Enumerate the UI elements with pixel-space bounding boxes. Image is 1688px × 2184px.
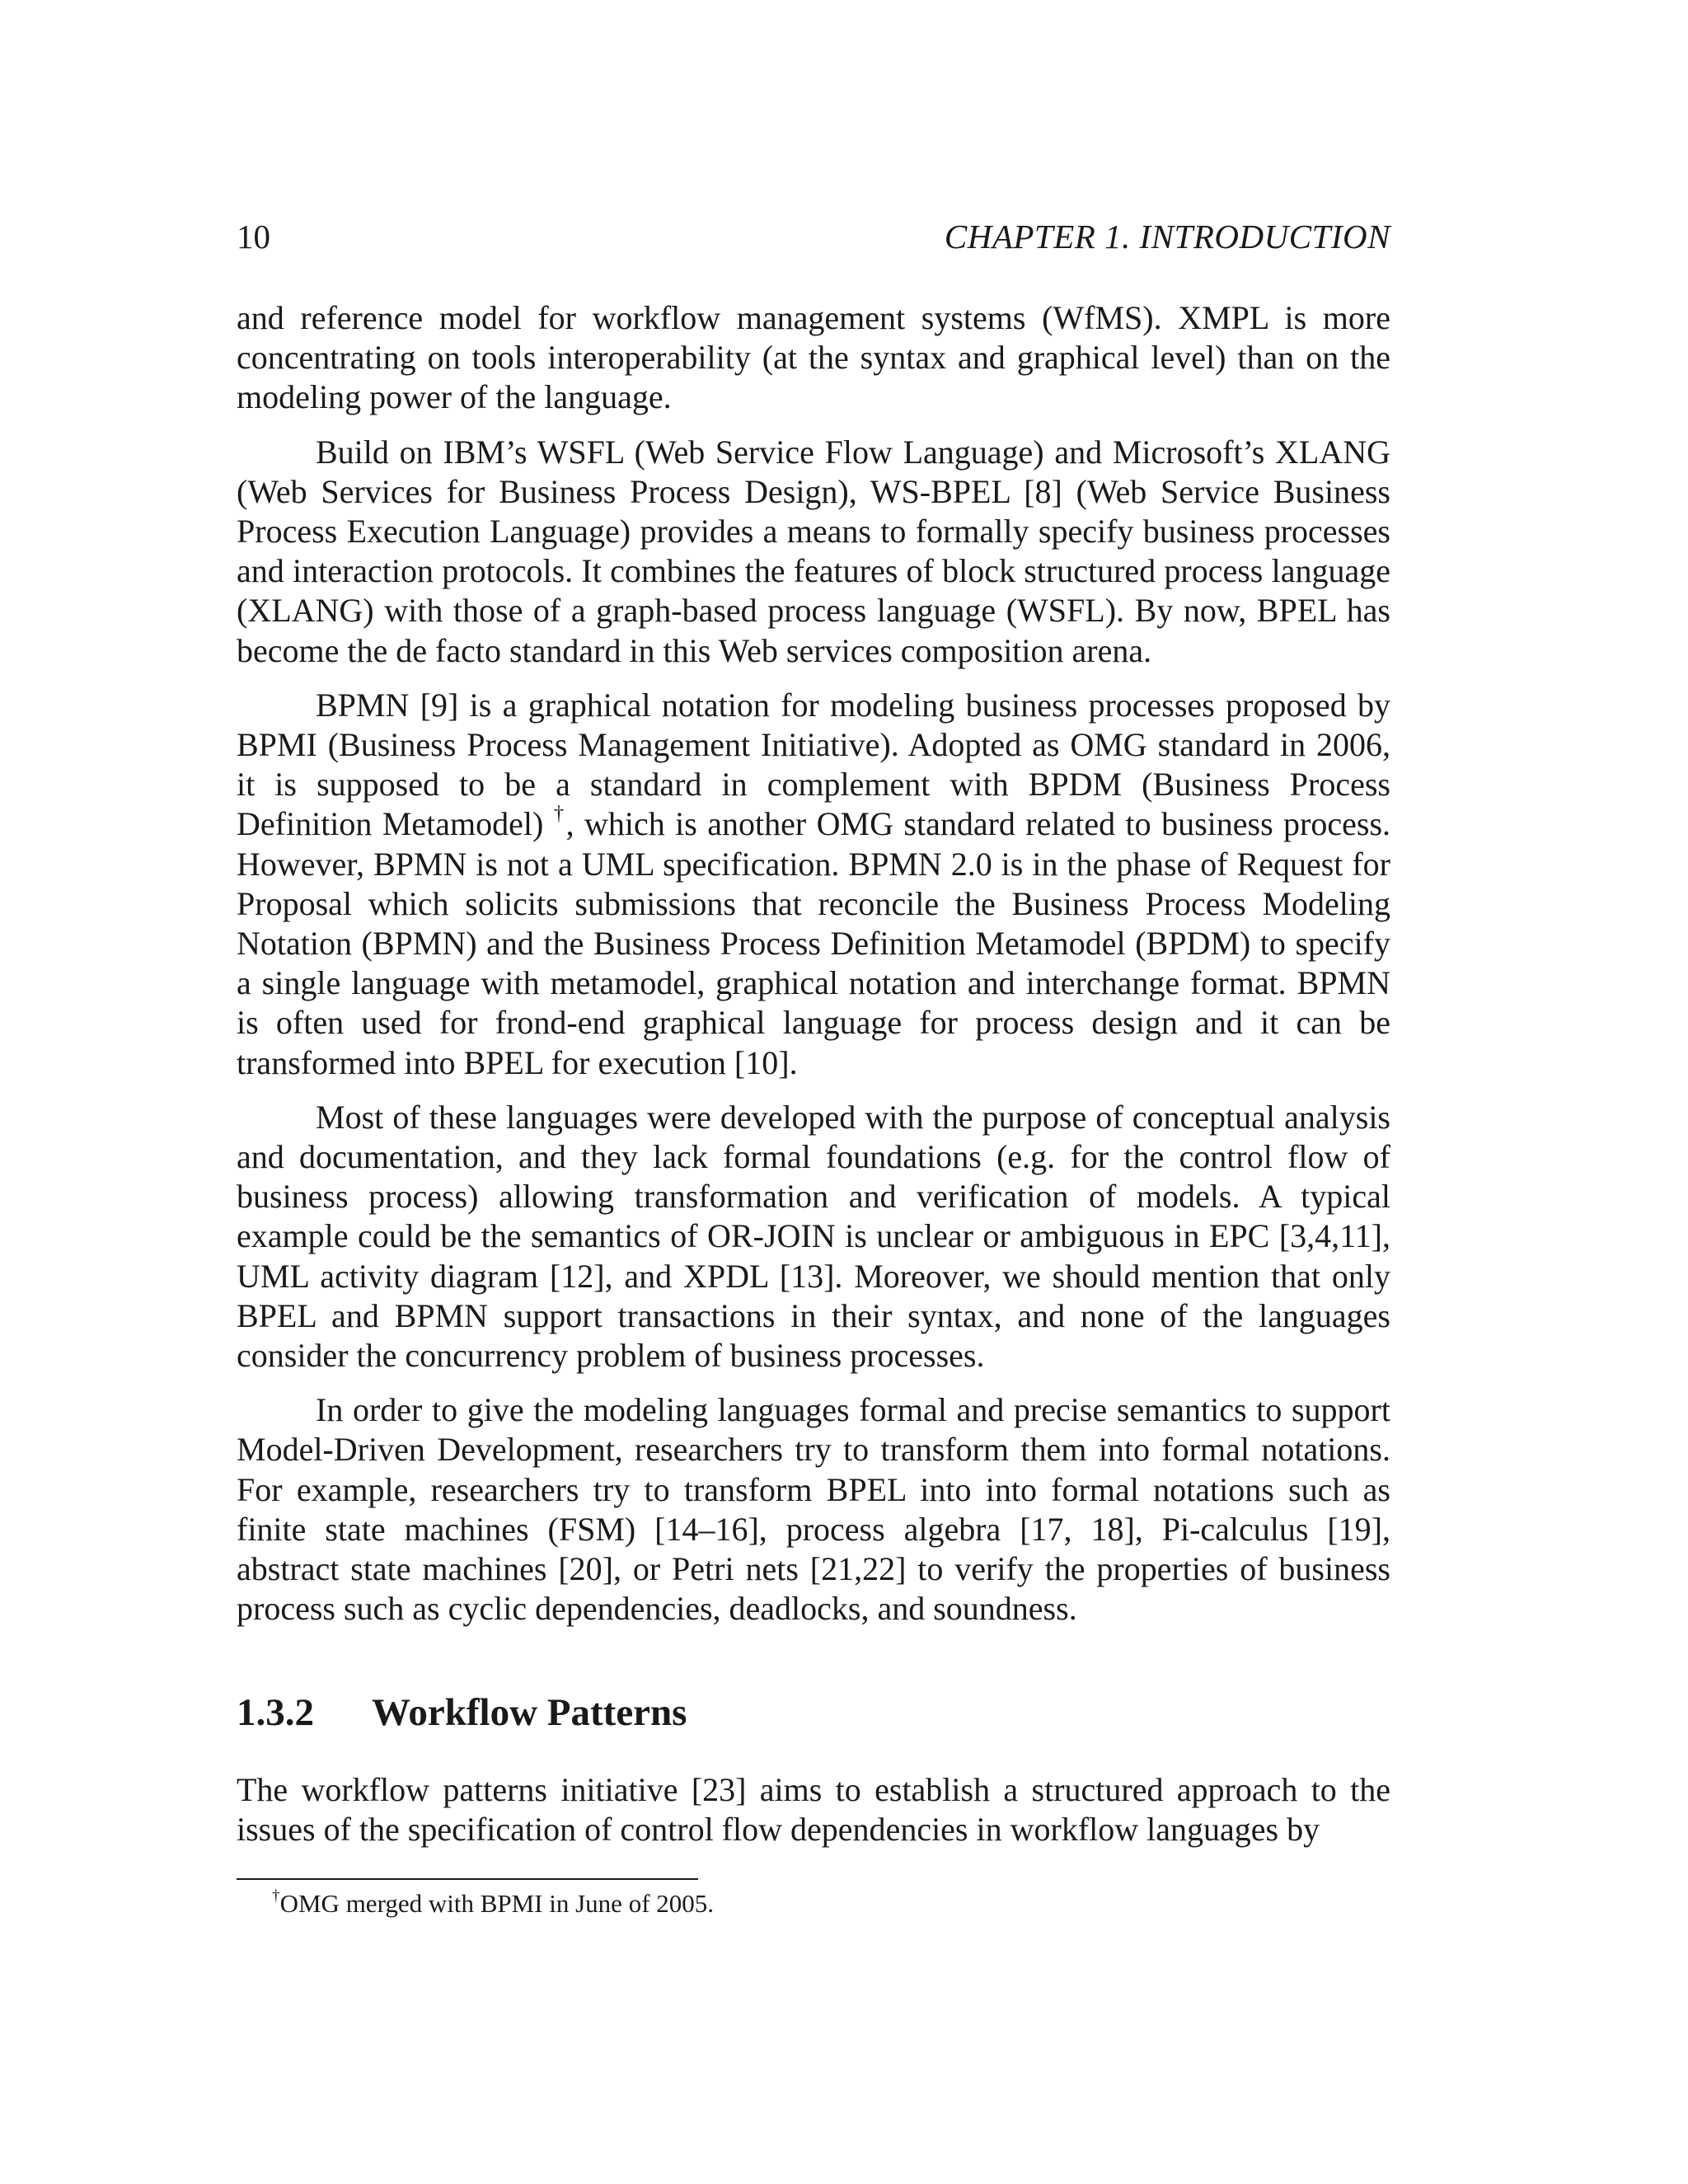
body-text [237, 298, 1390, 1644]
section-body [237, 1770, 1390, 1849]
paragraph-4: Most of these languages were developed with the purpose of conceptual analysis and documentation, and they lack formal foundations (e.g. for the control flow of business process) allowing transformation and verification of models. A typical example could be the semantics of OR-JOIN is unclear or ambiguous in EPC [3,4,11], UML activity diagram [12], and XPDL [13]. Moreover, we should mention that only BPEL and BPMN support transactions in their syntax, and none of the languages consider the concurrency problem of business processes. [237, 1098, 1390, 1375]
section-paragraph-1: The workflow patterns initiative [23] aims to establish a structured approach to the issues of the specification of control flow dependencies in workflow languages by [237, 1771, 1390, 1849]
section-heading [237, 1688, 1390, 1737]
paragraph-3 [237, 686, 1390, 1083]
paragraph-1: and reference model for workflow management systems (WfMS). XMPL is more concentrating on tools interoperability (at the syntax and graphical level) than on the modeling power of the language. [237, 299, 1390, 416]
footnote-divider [237, 1878, 698, 1880]
footnote-reference-mark[interactable]: † [553, 803, 566, 826]
section-number: 1.3.2 [237, 1691, 314, 1734]
paragraph-2: Build on IBM’s WSFL (Web Service Flow Language) and Microsoft’s XLANG (Web Services for Business Process Design), WS-BPEL [8] (Web Service Business Process Execution Language) provides a means to formally specify business processes and interaction protocols. It combines the features of block structured process language (XLANG) with those of a graph-based process language (WSFL). By now, BPEL has become the de facto standard in this Web services composition arena. [237, 433, 1390, 669]
chapter-title: CHAPTER 1. INTRODUCTION [944, 218, 1390, 255]
footnote [272, 1887, 714, 1920]
paragraph-3-text-b: , which is another OMG standard related to business process. However, BPMN is not a UML specification. BPMN 2.0 is in the phase of Request for Proposal which solicits submissions that reconcile the Business Process Modeling Notation (BPMN) and the Business Process Definition Metamodel (BPDM) to specify a single language with metamodel, graphical notation and interchange format. BPMN is often used for frond-end graphical language for process design and it can be transformed into BPEL for execution [10]. [237, 805, 1391, 1081]
running-header [237, 212, 1390, 261]
footnote-mark: † [272, 1886, 280, 1905]
page-number: 10 [237, 218, 270, 255]
section-title: Workflow Patterns [372, 1691, 687, 1734]
footnote-text: OMG merged with BPMI in June of 2005. [279, 1889, 715, 1918]
paragraph-5: In order to give the modeling languages formal and precise semantics to support Model-Driven Development, researchers try to transform them into formal notations. For example, researchers try to transform BPEL into into formal notations such as finite state machines (FSM) [14–16], process algebra [17, 18], Pi-calculus [19], abstract state machines [20], or Petri nets [21,22] to verify the properties of business process such as cyclic dependencies, deadlocks, and soundness. [237, 1391, 1390, 1628]
paragraph-3-text-a: BPMN [9] is a graphical notation for modeling business processes proposed by BPMI (Business Process Management Initiative). Adopted as OMG standard in 2006, it is supposed to be a standard in complement with BPDM (Business Process Definition Metamodel) [237, 686, 1390, 843]
